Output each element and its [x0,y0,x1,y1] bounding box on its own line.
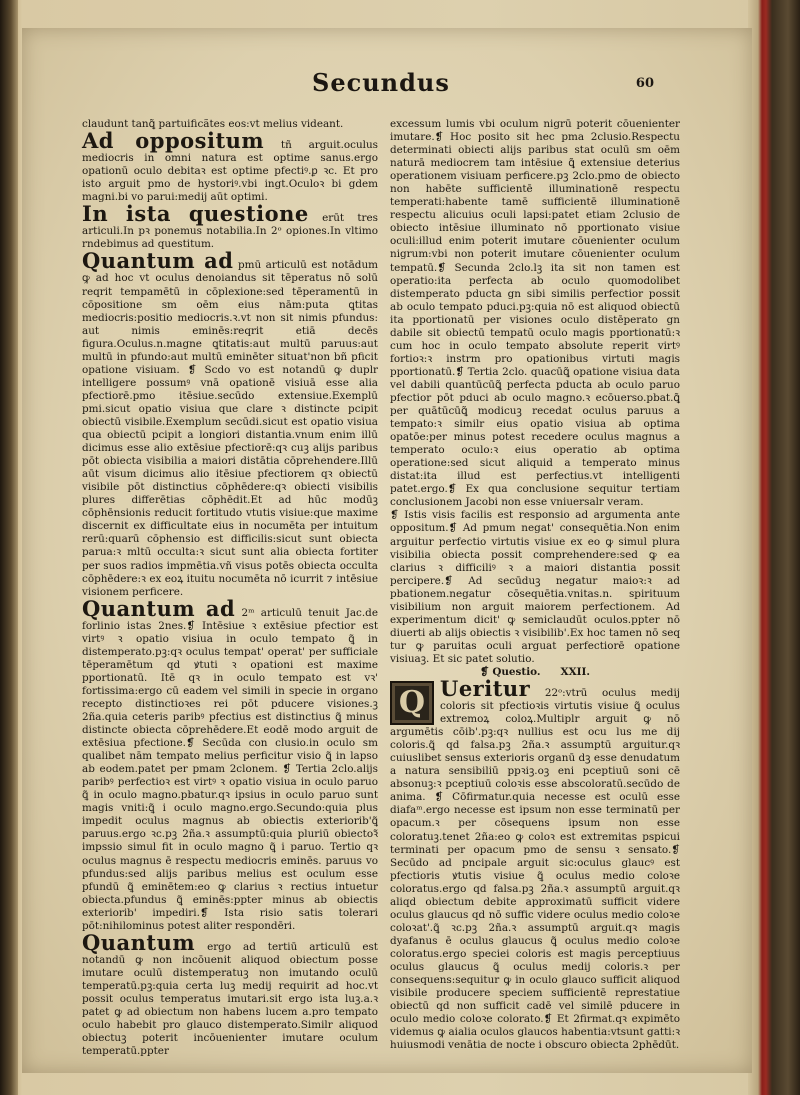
paragraph-lead: Quantum ad [82,595,236,621]
right-column [390,118,680,1052]
running-head: Secundus [312,68,450,97]
paragraph-lead: Quantum [82,929,196,955]
left-column [82,118,378,1058]
paragraph [82,929,378,1058]
paragraph-text: excessum lumis vbi oculum nigrū poterit cōuenienter imutare.❡ Hoc posito sit hec pma 2clusio.Respectu determinati obiecti alijs paribus stat oculū sm oēm naturā mediocrem tam intēsiue ꝗ̃ extensiue deterius operationem visiuam perficere.pꝫ 2clo.pmo de obiecto non habēte sufficientē illuminationē respectu temperati:habente tamē sufficientē illuminationē respectu alicuius oculi lapsi:patet etiam 2clusio de obiecto intēsiue illuminato nō pportionato visiue oculi:illud enim poterit imutare cōuenienter oculum nigrum:vbi non poterit imutare cōuenienter oculum tempatū.❡ Secunda 2clo.lꝫ ita sit non tamen est operatio:ita perfecta ab oculo quomodolibet distemperato pducta gn sibi similis perfectior possit ab oculo tempato pduci.pꝫ:quia nō est aliquod obiectū ita pportionatū per visiones oculo distēperato gn dabile sit obiectū tempatū oculo magis pportionatū:ꝛ cum hoc in oculo tempato absolute reperit virtꝰ fortioꝛ:ꝛ instrm pro opationibus virtuti magis pportionatū.❡ Tertia 2clo. quacūꝗ̃ opatione visiua data vel dabili quantūcūꝗ̃ perfecta pducta ab oculo paruo pfectior pōt pduci ab oculo magno.ꝛ ecōuerso.pbat.ꝗ̃ per quātūcūꝗ̃ modicuꝫ recedat oculus paruus a tempato:ꝛ similr eius opatio visiua ab optima opatōe:per minus potest recedere oculus magnus a temperato oculo:ꝛ eius operatio ab optima operatione:sed sicut aliquid a temperato minus distat:ita illud est perfectius.vt intelligenti patet.ergo.❡ Ex qua conclusione sequitur tertiam conclusionem Jacobi non esse vniuersalr veram. [390,118,680,509]
question-heading [390,666,680,679]
paragraph [390,118,680,509]
folio-number: 60 [635,76,654,91]
paragraph [82,248,378,598]
question-label: ❡ Questio. [480,665,541,678]
paragraph-text: ❡ Istis visis facilis est responsio ad argumenta ante oppositum.❡ Ad pmum negat' consequētia.Non enim arguitur perfectio virtutis visiue ex eo ꝙ simul plura visibilia obiecta possit comprehendere:sed ꝙ ea clarius ꝛ difficiliꝰ ꝛ a maiori distantia possit percipere.❡ Ad secūduꝫ negatur maioꝛ:ꝛ ad pbationem.negatur cōsequētia.vnitas.n. spirituum visibilium non arguit maiorem perfectionem. Ad experimentum dicit' ꝙ semiclaudūt oculos.ppter nō diuerti ab alijs obiectis ꝛ visibilib'.Ex hoc tamen nō seq tur ꝙ paruitas oculi arguat perfectiorē opatione visiuaꝫ. Et sic patet solutio. [390,509,680,665]
paragraph-text: ergo ad tertiū articulū est notandū ꝙ non incōuenit aliquod obiectum posse imutare oculū distemperatuꝫ non imutando oculū temperatū.pꝫ:quia certa luꝫ medij requirit ad hoc.vt possit oculus temperatus imutari.sit ergo ista luꝫ.a.ꝛ patet ꝙ ad obiectum non habens lucem a.pro tempato oculo habebit pro glauco distemperato.Similr aliquod obiectuꝫ poterit incōuenienter imutare oculum temperatū.ppter [82,940,378,1058]
paragraph [390,509,680,666]
binding-edge [0,0,18,1095]
paragraph-text: erūt tres articuli.In pꝛ ponemus notabilia.In 2ᵒ opiones.In vltimo rndebimus ad questitum. [82,212,378,251]
paragraph [82,128,378,204]
paragraph-text: 22ᵒ:vtrū oculus medij coloris sit pfectioꝛis virtutis visiue ꝗ̃ oculus extremoꝝ coloꝝ.Multiplr arguit ꝙ nō argumētis cōib'.pꝫ:qꝛ nullius est ocu lus me dij coloris.ꝗ̃ qd falsa.pꝫ 2ña.ꝛ assumptū arguitur.qꝛ cuiuslibet sensus exterioris organū dꝫ esse denudatum a natura sensibiliū ppꝛiꝫ.oꝫ eni pceptiuū soni cē absonuꝫ:ꝛ pceptiuū coloꝛis esse abscoloratū.secūdo de anima. ❡ Cōfirmatur.quia necesse est oculū esse diafaᵐ.ergo necesse est ipsum non esse terminatū per opacum.ꝛ per cōsequens ipsum non esse coloratuꝫ.tenet 2ña:eo ꝙ coloꝛ est extremitas pspicui terminati per opacum pmo de sensu ꝛ sensato.❡ Secūdo ad pncipale arguit sic:oculus glaucꝰ est pfectioris ꝟtutis visiue ꝗ̃ oculus medio coloꝛe coloratus.ergo qd falsa.pꝫ 2ña.ꝛ assumptū arguit.qꝛ aliqd obiectum debite approximatū sufficit videre oculus glaucus qd nō suffic videre oculus medio coloꝛe coloꝛat'.ꝗ̃ ꝛc.pꝫ 2ña.ꝛ assumptū arguit.qꝛ magis dyafanus ē oculus glaucus ꝗ̃ oculus medio coloꝛe coloratus.ergo speciei coloris est magis perceptiuus oculus glaucus ꝗ̃ oculus medij coloris.ꝛ per consequens:sequitur ꝙ in oculo glauco sufficit aliquod visibile producere speciem sufficientē represtatiue obiectū qd non sufficit cadē vel similē pducere in oculo medio coloꝛe colorato.❡ Et 2firmat.qꝛ expimēto videmus ꝙ aialia oculos glaucos habentia:vtsunt gatti:ꝛ huiusmodi venātia de nocte i obscuro obiecta 2phēdūt. [390,687,680,1052]
paragraph-lead: Quantum ad [82,248,234,274]
paragraph-text: claudunt tanꝗ̃ partuificãtes eos:vt melius videant. [82,118,344,130]
paragraph-text: tñ arguit.oculus mediocris in omni natura est optime sanus.ergo opationū oculo debitaꝛ est optime pfectiꝰ.ꝑ ꝛc. Et pro isto arguit pmo de hystoriꝰ.vbi ingt.Oculoꝛ bi gdem magni.bi vo parui:medij aūt optimi. [82,139,378,204]
paragraph-lead: Ad oppositum [82,128,265,154]
paragraph-text: pmū articulū est notādum ꝙ ad hoc vt oculus denoiandus sit tēperatus nō solū reqrit tempamētū in cōplexione:sed tēperamentū in cōpositione sm oēm eius nām:puta ꝗtitas mediocris:positio mediocris.ꝛ.vt non sit nimis pfundus: aut nimis eminēs:reqrit etiā decēs figura.Oculus.n.magne ꝗtitatis:aut multū paruus:aut multū in pfundo:aut multū eminēter situat'non bñ pficit opatione visiuam. ❡ Scdo vo est notandū ꝙ duplr intelligere possumꝰ vnā opationē visiuā esse alia pfectiorē.pmo itēsiue.secūdo extensiue.Exemplū pmi.sicut opatio visiua que clare ꝛ distincte pcipit obiectū visibile.Exemplum secūdi.sicut est opatio visiua qua obiectū pcipit a longiori distantia.vnum enim illū dicimus esse alio extēsiue pfectiorē:qꝛ cuꝫ alijs paribus pōt obiecta visibilia a maiori distātia cōprehendere.Illū aūt visum dicimus alio itēsiue pfectiorem qꝛ obiectū visibile pōt distinctius cōphēdere:qꝛ obiecti visibilis plures differētias cōphēdit.Et ad hūc modūꝫ cōphēnsionis reducit fortitudo vtutis visiue:que maxime discernit ex difficultate eius in nocumēta per intuitum rerū:quarū cōphensio est difficilis:sicut sunt obiecta parua:ꝛ mltū occulta:ꝛ sicut sunt alia obiecta fortiter per suos radios impmētia.vñ visus potēs obiecta occulta cōphēdere:ꝛ ex eoꝝ ituitu nocumēta nō icurrit ⁊ intēsiue visionem perficere. [82,259,378,598]
paragraph [82,201,378,251]
paragraph-text: 2ᵐ articulū tenuit Jac.de forlinio istas 2nes.❡ Intēsiue ꝛ extēsiue pfectior est virtꝰ ꝛ opatio visiua in oculo tempato ꝗ̃ in distemperato.pꝫ:qꝛ oculus tempat' operat' per sufficiale tēperamētum qd ꝟtuti ꝛ opationi est maxime pportionatū. Itē qꝛ in oculo tempato est vꝛ' fortissima:ergo cū eadem vel simili in specie in organo recepto distinctioꝛes rei pōt pducere visiones.ꝫ 2ña.quia ceteris paribꝰ pfectius est distinctius ꝗ̃ minus distincte obiecta cōprehēdere.Et eodē modo arguit de extēsiua pfectione.❡ Secūda con clusio.in oculo sm qualibet nām tempato melius perficitur visio ꝗ̃ in lapso ab eodem.patet per pmam 2clonem. ❡ Tertia 2clo.alijs paribꝰ perfectioꝛ est virtꝰ ꝛ opatio visiua in oculo paruo ꝗ̃ in oculo magno.pbatur.qꝛ ipsius in oculo paruo sunt magis vniti:ꝗ̃ i oculo magno.ergo.Secundo:quia plus impedit oculus magnus ab obiectis exteriorib'ꝗ̃ paruus.ergo ꝛc.pꝫ 2ña.ꝛ assumptū:quia pluriū obiectoꝛ̃ impssio simul fit in oculo magno ꝗ̃ i paruo. Tertio qꝛ oculus magnus ē respectu mediocris eminēs. paruus vo pfundus:sed alijs paribus melius est oculum esse pfundū ꝗ̃ eminētem:eo ꝙ clarius ꝛ rectius intuetur obiecta.pfundus ꝗ̃ eminēs:ppter minus ab obiectis exteriorib' impediri.❡ Ista risio satis tolerari pōt:nihilominus potest aliter respondēri. [82,606,378,932]
page-edge-red [748,0,800,1095]
paragraph-lead: Ueritur [440,676,531,702]
paragraph [390,676,680,1052]
decorated-initial: Q [390,681,434,725]
question-number: XXII. [560,665,590,678]
paragraph-lead: In ista questione [82,201,309,227]
page-header [22,68,752,104]
page [22,28,752,1073]
paragraph [82,595,378,933]
